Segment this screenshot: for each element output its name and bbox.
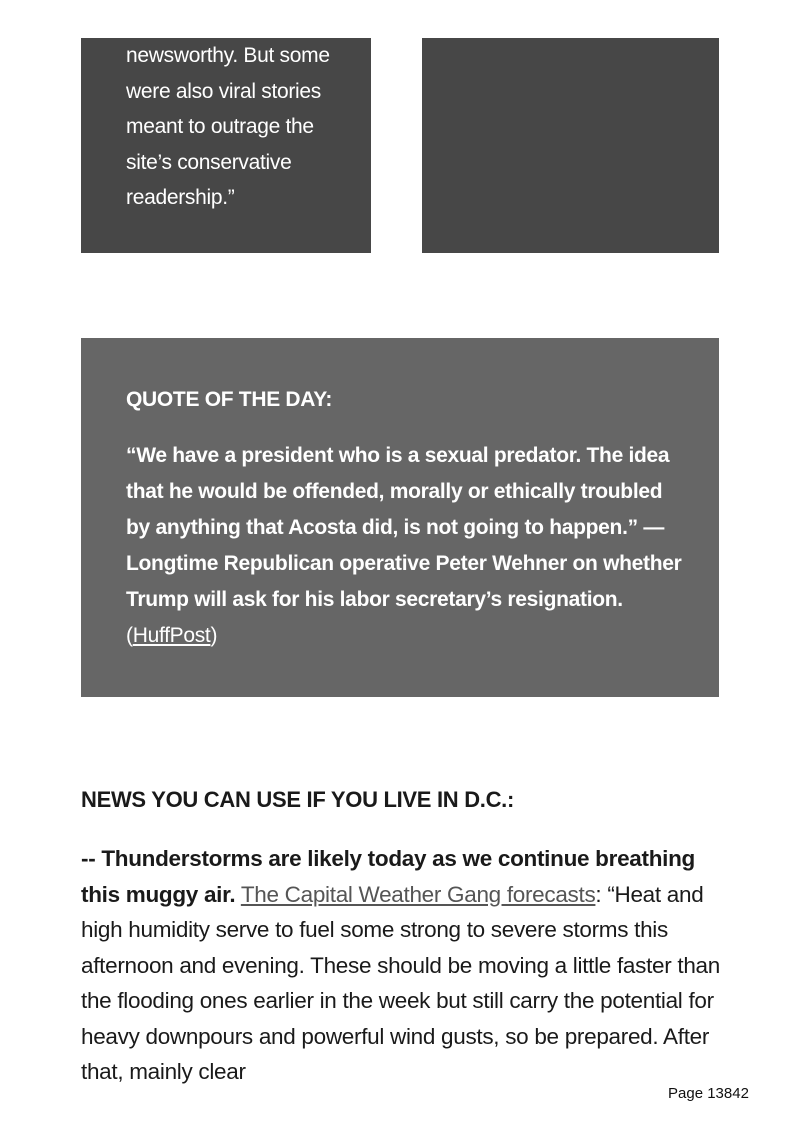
news-item-body: : “Heat and high humidity serve to fuel some strong to severe storms this afternoon and evening. These should be moving a little faster than the flooding ones earlier in the week but still carry the potential for heavy downpours and powerful wind gusts, so be prepared. After that, mainly clear	[81, 881, 720, 1084]
huffpost-link[interactable]: HuffPost	[132, 624, 211, 647]
capital-weather-gang-link[interactable]: The Capital Weather Gang forecasts	[240, 881, 596, 907]
quote-of-the-day-box	[81, 338, 719, 697]
article-excerpt-box	[81, 38, 371, 253]
quote-text: “We have a president who is a sexual predator. The idea that he would be offended, morally or ethically troubled by anything that Acosta did, is not going to happen.” — Longtime Republican operative Peter Wehner on whether Trump will ask for his labor secretary’s resignation.	[126, 444, 682, 611]
news-section-title: NEWS YOU CAN USE IF YOU LIVE IN D.C.:	[81, 787, 515, 812]
source-paren-open: (	[126, 624, 133, 647]
quote-heading: QUOTE OF THE DAY:	[126, 388, 333, 411]
news-item-headline: -- Thunderstorms are likely today as we continue breathing this muggy air.	[81, 846, 695, 907]
excerpt-line: were also viral stories	[126, 79, 321, 103]
quote-body	[126, 438, 689, 654]
source-paren-close: )	[210, 624, 218, 647]
page-number: Page 13842	[668, 1085, 749, 1102]
excerpt-line: meant to outrage the	[126, 115, 314, 138]
excerpt-line: newsworthy. But some	[126, 44, 330, 67]
excerpt-line: readership.”	[126, 186, 235, 209]
excerpt-line: site’s conservative	[126, 150, 292, 174]
news-item	[81, 841, 731, 1086]
image-placeholder-box	[422, 38, 719, 253]
